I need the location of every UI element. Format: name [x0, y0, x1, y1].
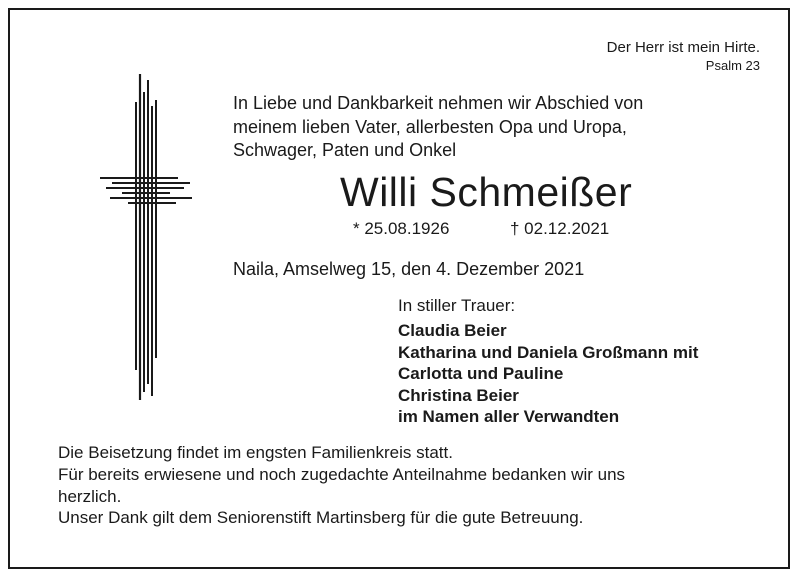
family-member: Claudia Beier — [398, 321, 507, 340]
intro-line: meinem lieben Vater, allerbesten Opa und Uropa, — [233, 116, 627, 137]
family-list — [398, 320, 698, 428]
notice-line: herzlich. — [58, 486, 122, 506]
birth-date: * 25.08.1926 — [353, 219, 450, 238]
intro-text — [233, 92, 643, 163]
verse-source: Psalm 23 — [705, 58, 760, 73]
place-and-date: Naila, Amselweg 15, den 4. Dezember 2021 — [233, 259, 585, 279]
family-member: Katharina und Daniela Großmann mit — [398, 342, 699, 362]
death-date: † 02.12.2021 — [510, 219, 610, 238]
family-member: Christina Beier — [398, 385, 519, 405]
family-member: Carlotta und Pauline — [398, 364, 564, 383]
intro-line: Schwager, Paten und Onkel — [233, 140, 457, 160]
deceased-name: Willi Schmeißer — [340, 169, 633, 215]
mourning-label: In stiller Trauer: — [398, 296, 516, 315]
funeral-notice — [58, 442, 625, 529]
family-member: im Namen aller Verwandten — [398, 407, 620, 426]
notice-line: Unser Dank gilt dem Seniorenstift Martinsberg für die gute Betreuung. — [58, 508, 584, 528]
notice-line: Die Beisetzung findet im engsten Familienkreis statt. — [58, 443, 453, 462]
bible-verse: Der Herr ist mein Hirte. — [606, 39, 760, 56]
stylized-line-cross-icon — [100, 74, 200, 404]
notice-line: Für bereits erwiesene und noch zugedachte Anteilnahme bedanken wir uns — [58, 464, 626, 484]
intro-line: In Liebe und Dankbarkeit nehmen wir Abschied von — [233, 93, 644, 113]
